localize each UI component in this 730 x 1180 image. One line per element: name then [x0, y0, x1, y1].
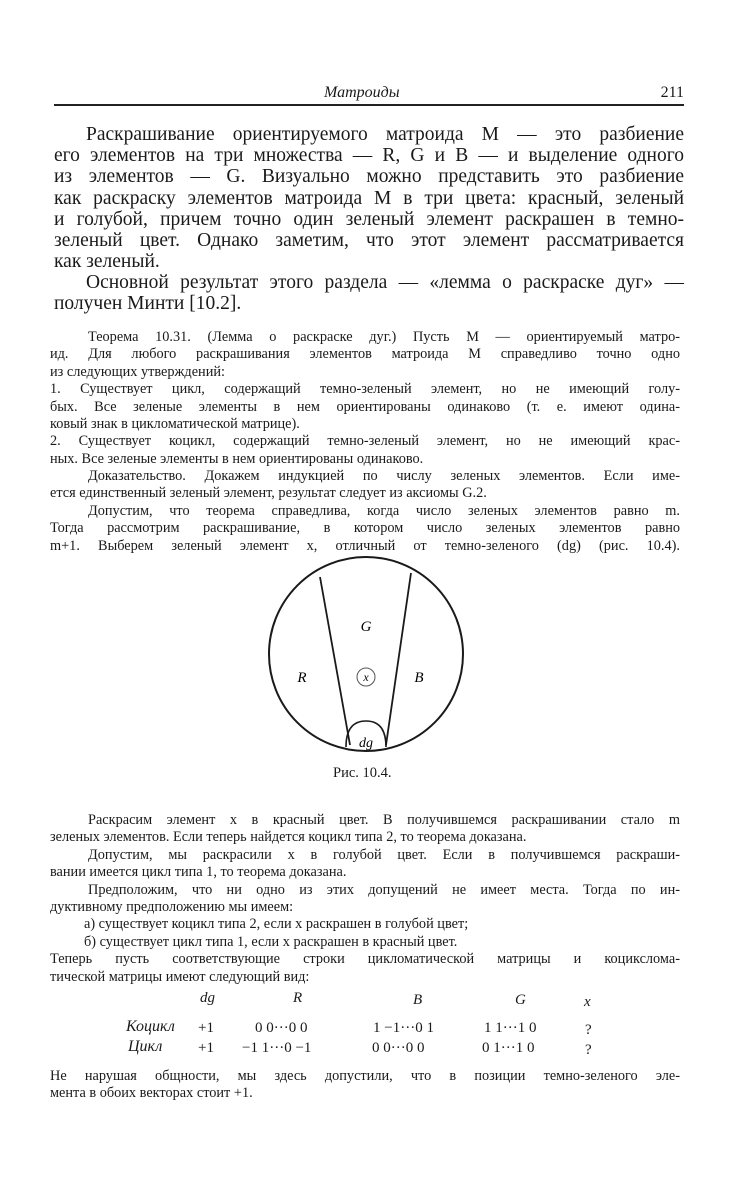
text-line: как зеленый. [54, 251, 160, 273]
matrix-cell: ? [585, 1042, 592, 1058]
outer-circle [269, 557, 463, 751]
text-line: Тогда рассмотрим раскрашивание, в котором число зеленых элементов равно [50, 520, 680, 537]
text-line: Доказательство. Докажем индукцией по числу зеленых элементов. Если име- [88, 468, 680, 484]
matrix-cell: 1 −1···0 1 [373, 1020, 434, 1036]
left-chord [320, 577, 350, 745]
col-header-x: x [584, 994, 591, 1010]
proof-block [50, 468, 680, 555]
figure-caption: Рис. 10.4. [333, 765, 392, 781]
text-line: m+1. Выберем зеленый элемент x, отличный от темно-зеленого (dg) (рис. 10.4). [50, 537, 680, 554]
definition-paragraph [54, 124, 684, 272]
row-label-cycle: Цикл [128, 1038, 163, 1055]
list-item: б) существует цикл типа 1, если x раскрашен в красный цвет. [84, 933, 458, 950]
text-line: мента в обоих векторах стоит +1. [50, 1085, 253, 1102]
matrix-cell: +1 [198, 1020, 214, 1036]
text-line: дуктивному предположению мы имеем: [50, 898, 294, 915]
text-line: ид. Для любого раскрашивания элементов матроида M справедливо точно одно [50, 346, 680, 363]
right-chord [386, 573, 411, 745]
result-paragraph [54, 272, 684, 314]
text-line: Раскрасим элемент x в красный цвет. В получившемся раскрашивании стало m [88, 812, 680, 828]
text-line: из элементов — G. Визуально можно представить это разбиение [54, 166, 684, 188]
text-line: получен Минти [10.2]. [54, 293, 242, 315]
text-line: его элементов на три множества — R, G и B — и выделение одного [54, 145, 684, 167]
text-line: Допустим, что теорема справедлива, когда число зеленых элементов равно m. [88, 502, 680, 519]
matrix-cell: +1 [198, 1040, 214, 1056]
matrix-cell: 0 0···0 0 [255, 1020, 308, 1036]
matrix-cell: 1 1···1 0 [484, 1020, 537, 1036]
text-line: Теорема 10.31. (Лемма о раскраске дуг.) Пусть M — ориентируемый матро- [88, 329, 680, 345]
dg-label: dg [359, 736, 373, 751]
text-line: зеленый цвет. Однако заметим, что этот элемент рассматривается [54, 229, 684, 251]
text-line: ковый знак в цикломатической матрице). [50, 415, 300, 432]
text-line: как раскраску элементов матроида M в три цвета: красный, зеленый [54, 187, 684, 209]
col-header-b: B [413, 992, 423, 1008]
text-line: бых. Все зеленые элементы в нем ориентированы одинаково (т. е. имеют одина- [50, 398, 680, 415]
text-line: Раскрашивание ориентируемого матроида M — это разбиение [86, 124, 684, 145]
region-b-label: B [414, 670, 424, 686]
list-item: а) существует коцикл типа 2, если x раскрашен в голубой цвет; [84, 916, 469, 933]
text-line: вании имеется цикл типа 1, то теорема доказана. [50, 864, 347, 881]
text-line: и голубой, причем точно один зеленый элемент раскрашен в темно- [54, 208, 684, 230]
text-line: ется единственный зеленый элемент, результат следует из аксиомы G.2. [50, 485, 487, 502]
col-header-g: G [515, 992, 526, 1008]
page-number: 211 [660, 84, 684, 101]
row-label-cocycle: Коцикл [126, 1018, 175, 1035]
col-header-dg: dg [200, 990, 215, 1006]
col-header-r: R [293, 990, 303, 1006]
text-line: 2. Существует коцикл, содержащий темно-зеленый элемент, но не имеющий крас- [50, 433, 680, 450]
matrix-cell: −1 1···0 −1 [242, 1040, 312, 1056]
text-line: 1. Существует цикл, содержащий темно-зеленый элемент, но не имеющий голу- [50, 381, 680, 398]
text-line: Допустим, мы раскрасили x в голубой цвет. Если в получившемся раскраши- [88, 846, 680, 863]
text-line: зеленых элементов. Если теперь найдется коцикл типа 2, то теорема доказана. [50, 829, 527, 846]
text-line: Основной результат этого раздела — «лемма о раскраске дуг» — [86, 272, 684, 293]
region-r-label: R [297, 670, 307, 686]
matrix-cell: ? [585, 1022, 592, 1038]
text-line: тической матрицы имеют следующий вид: [50, 968, 310, 985]
center-x-label: x [363, 670, 369, 684]
continuation-block [50, 812, 680, 986]
arc-coloring-figure [262, 555, 472, 775]
matrix-cell: 0 1···1 0 [482, 1040, 535, 1056]
text-line: ных. Все зеленые элементы в нем ориентированы одинаково. [50, 450, 424, 467]
text-line: Не нарушая общности, мы здесь допустили, что в позиции темно-зеленого эле- [50, 1068, 680, 1084]
header-rule [54, 104, 684, 106]
text-line: Теперь пусть соответствующие строки цикломатической матрицы и коцикслома- [50, 951, 680, 968]
chapter-title: Матроиды [324, 84, 400, 101]
text-line: из следующих утверждений: [50, 363, 225, 380]
final-paragraph [50, 1068, 680, 1103]
matrix-cell: 0 0···0 0 [372, 1040, 425, 1056]
text-line: Предположим, что ни одно из этих допущений не имеет места. Тогда по ин- [88, 881, 680, 898]
theorem-block [50, 329, 680, 468]
running-header [54, 84, 684, 106]
region-g-label: G [360, 619, 372, 635]
